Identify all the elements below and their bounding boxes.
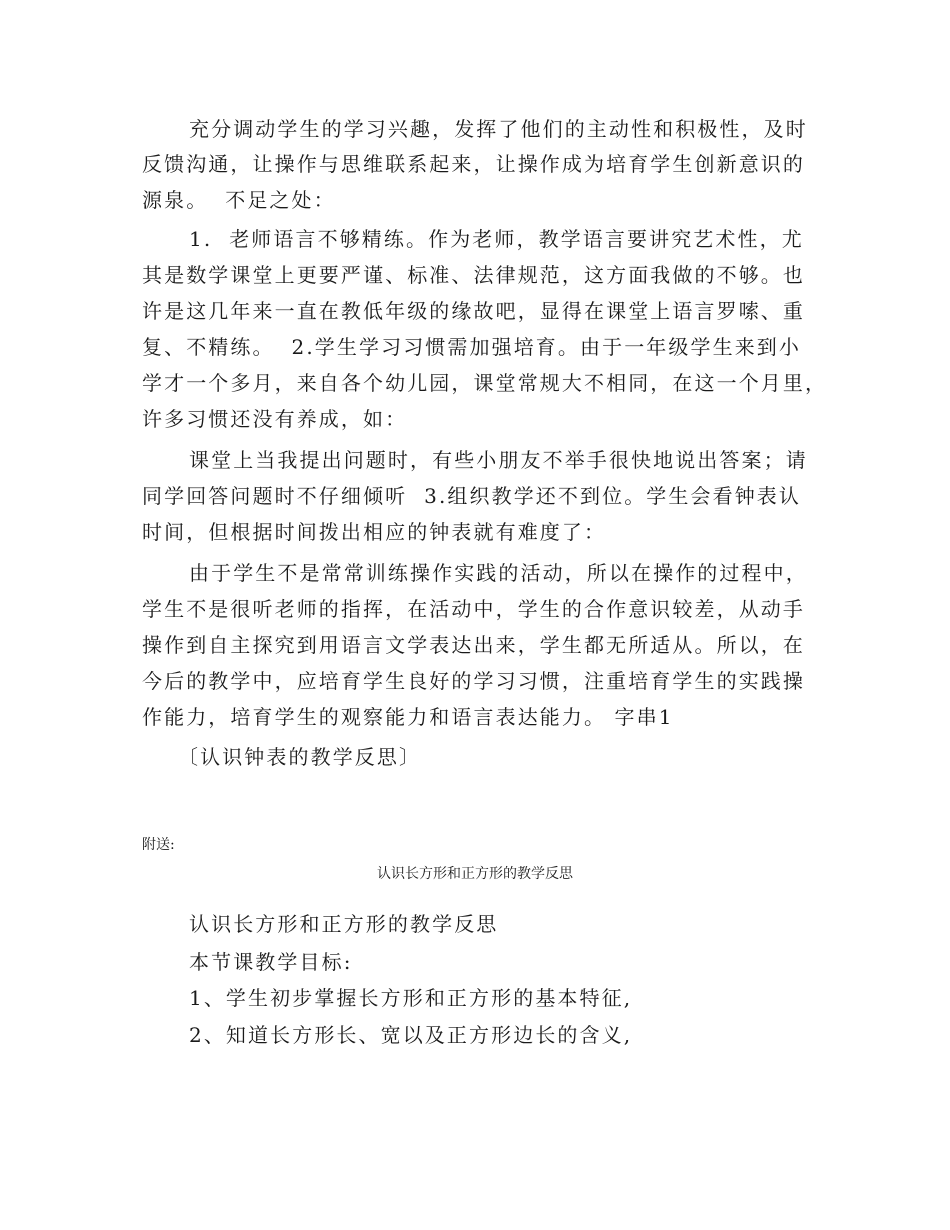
attachment-line: 本节课教学目标: — [189, 950, 353, 974]
body-text-line: 反馈沟通，让操作与思维联系起来，让操作成为培育学生创新意识的 — [142, 152, 805, 176]
body-text-line: 由于学生不是常常训练操作实践的活动，所以在操作的过程中， — [189, 561, 808, 585]
body-text-line: 复、不精练。 2.学生学习习惯需加强培育。由于一年级学生来到小 — [142, 335, 801, 359]
attachment-line: 1、学生初步掌握长方形和正方形的基本特征, — [189, 986, 633, 1010]
body-text-line: 作能力，培育学生的观察能力和语言表达能力。 字串1 — [142, 705, 674, 729]
body-text-line: 时间，但根据时间拨出相应的钟表就有难度了： — [142, 520, 607, 544]
body-text-line: 其是数学课堂上更要严谨、标准、法律规范，这方面我做的不够。也 — [142, 263, 805, 287]
body-text-line: 操作到自主探究到用语言文学表达出来，学生都无所适从。所以，在 — [142, 633, 805, 657]
attachment-label: 附送: — [142, 837, 175, 853]
body-text-line: 学生不是很听老师的指挥，在活动中，学生的合作意识较差，从动手 — [142, 597, 805, 621]
body-text-line: 同学回答问题时不仔细倾听 3.组织教学还不到位。学生会看钟表认 — [142, 484, 801, 508]
body-text-line: 许是这几年来一直在教低年级的缘故吧，显得在课堂上语言罗嗦、重 — [142, 299, 805, 323]
closing-title: 〔认识钟表的教学反思〕 — [178, 745, 422, 769]
body-text-line: 充分调动学生的学习兴趣，发挥了他们的主动性和积极性，及时 — [189, 117, 808, 141]
body-text-line: 课堂上当我提出问题时，有些小朋友不举手很快地说出答案；请 — [189, 448, 808, 472]
attachment-line: 认识长方形和正方形的教学反思 — [189, 912, 499, 936]
body-text-line: 源泉。 不足之处： — [142, 188, 336, 212]
attachment-line: 2、知道长方形长、宽以及正方形边长的含义, — [189, 1023, 633, 1047]
body-text-line: 今后的教学中，应培育学生良好的学习习惯，注重培育学生的实践操 — [142, 669, 805, 693]
body-text-line: 1. 老师语言不够精练。作为老师，教学语言要讲究艺术性，尤 — [189, 227, 804, 251]
body-text-line: 学才一个多月，来自各个幼儿园，课堂常规大不相同，在这一个月里， — [142, 371, 828, 395]
body-text-line: 许多习惯还没有养成，如： — [142, 407, 408, 431]
attachment-heading: 认识长方形和正方形的教学反思 — [377, 866, 573, 882]
